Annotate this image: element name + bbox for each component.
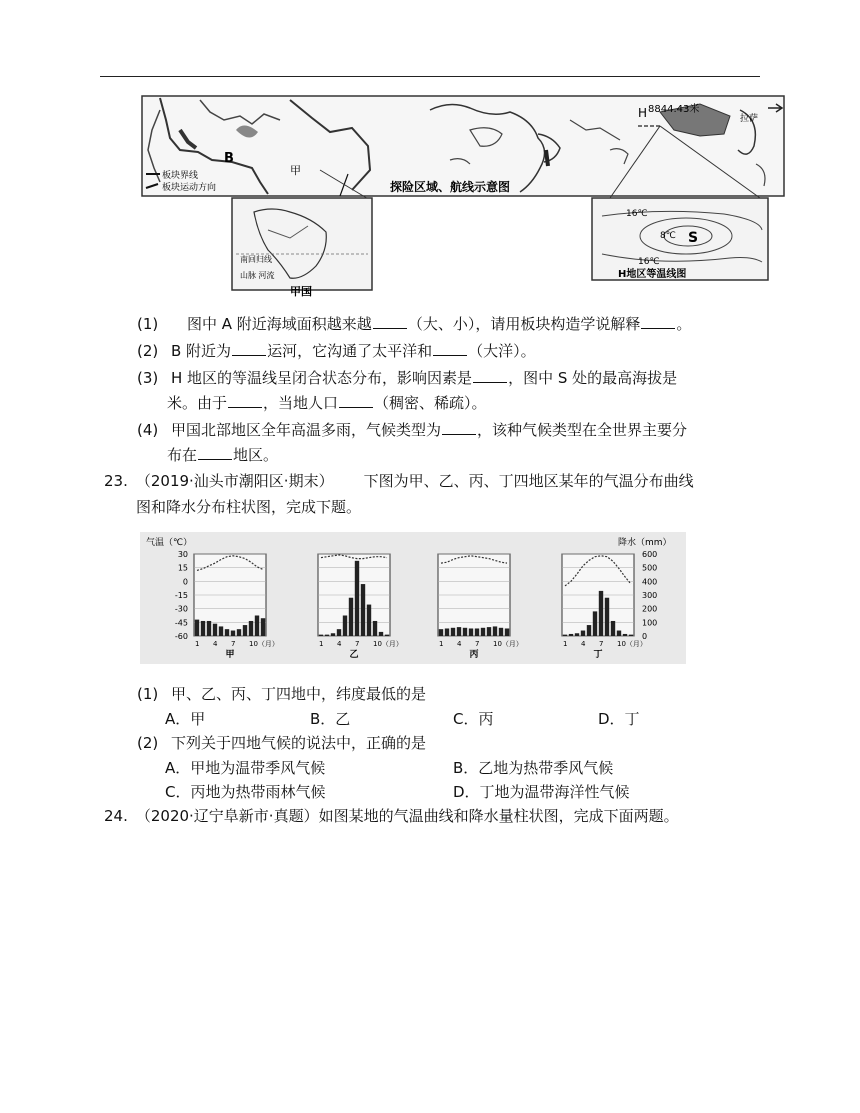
precip-bar [349, 598, 353, 636]
precip-bar [463, 628, 467, 636]
temp-tick-label: 30 [177, 550, 188, 559]
precip-bar [373, 621, 377, 636]
precip-bar [355, 561, 359, 636]
q23-sub1-option-b[interactable]: B．乙 [310, 710, 351, 728]
q23-sub2-option-c[interactable]: C．丙地为热带雨林气候 [165, 783, 326, 801]
iso-16b: 16℃ [638, 257, 660, 267]
temp-tick-label: -45 [174, 618, 188, 628]
q24-number: 24. [104, 807, 128, 825]
q22-item-2: (2) B 附近为 运河，它沟通了太平洋和 （大洋）。 [137, 339, 536, 362]
q23-sub1-option-d[interactable]: D．丁 [598, 710, 640, 728]
precip-bar [219, 626, 223, 636]
precip-bar [261, 618, 265, 636]
month-tick-label: 10（月） [373, 640, 403, 648]
precip-bar [493, 626, 497, 636]
q22-item-3-cont: 米。由于 ，当地人口 （稠密、稀疏）。 [167, 391, 487, 414]
month-tick-label: 10（月） [249, 640, 279, 648]
month-tick-label: 1 [439, 640, 444, 648]
precip-bar [587, 625, 591, 636]
month-tick-label: 7 [475, 640, 480, 648]
precip-bar [629, 635, 633, 636]
precip-bar [469, 628, 473, 636]
precip-bar [325, 635, 329, 636]
right-axis-title: 降水（mm） [618, 538, 672, 548]
precip-bar [487, 627, 491, 636]
top-rule [100, 76, 760, 77]
precip-bar [367, 605, 371, 636]
temp-tick-label: -60 [174, 632, 188, 641]
temp-tick-label: -15 [174, 591, 188, 600]
blank[interactable] [198, 443, 232, 460]
label-elevation: 8844.43米 [648, 104, 700, 115]
month-tick-label: 4 [457, 640, 462, 648]
precip-bar [481, 628, 485, 636]
q23-stem-line2: 图和降水分布柱状图，完成下题。 [136, 498, 362, 516]
q24-stem [104, 805, 679, 827]
month-tick-label: 7 [355, 640, 360, 648]
temp-tick-label: 15 [177, 563, 188, 573]
precip-bar [445, 628, 449, 636]
month-tick-label: 1 [319, 640, 324, 648]
precip-bar [249, 621, 253, 636]
blank[interactable] [433, 339, 467, 356]
q23-number: 23. [104, 472, 128, 490]
precip-bar [201, 621, 205, 636]
label-H: H [638, 106, 648, 120]
precip-bar [213, 624, 217, 636]
precip-tick-label: 300 [642, 591, 658, 600]
blank[interactable] [228, 391, 262, 408]
q23-sub2: (2) 下列关于四地气候的说法中，正确的是 [137, 734, 427, 752]
blank[interactable] [232, 339, 266, 356]
label-city: 拉萨 [740, 114, 759, 124]
q23-stem-line1: 下图为甲、乙、丙、丁四地区某年的气温分布曲线 [363, 472, 694, 490]
temp-tick-label: -30 [174, 604, 188, 614]
precip-bar [457, 627, 461, 636]
precip-bar [623, 634, 627, 636]
q23-stem [104, 470, 694, 492]
inset-jia-title: 甲国 [290, 285, 312, 298]
legend-boundary: 板块界线 [162, 171, 199, 181]
temp-tick-label: 0 [182, 577, 188, 587]
precip-bar [451, 628, 455, 636]
q22-item-3: (3) H 地区的等温线呈闭合状态分布，影响因素是 ，图中 S 处的最高海拔是 [137, 366, 677, 389]
month-tick-label: 4 [213, 640, 218, 648]
precip-tick-label: 0 [642, 632, 648, 641]
blank[interactable] [473, 366, 507, 383]
q23-source: （2019·汕头市潮阳区·期末） [135, 472, 334, 490]
precip-bar [231, 631, 235, 636]
precip-bar [599, 591, 603, 636]
panel-label: 甲 [225, 650, 235, 660]
precip-tick-label: 500 [642, 563, 658, 573]
precip-bar [237, 629, 241, 636]
climate-figure [140, 532, 686, 664]
panel-label: 丁 [593, 650, 603, 660]
precip-bar [361, 584, 365, 636]
month-tick-label: 10（月） [493, 640, 523, 648]
month-tick-label: 4 [337, 640, 342, 648]
precip-tick-label: 100 [642, 618, 658, 628]
panel-label: 丙 [469, 650, 479, 660]
precip-bar [385, 635, 389, 636]
q22-item-4: (4) 甲国北部地区全年高温多雨，气候类型为 ，该种气候类型在全世界主要分 [137, 418, 687, 441]
q23-sub1-option-c[interactable]: C．丙 [453, 710, 494, 728]
precip-bar [207, 621, 211, 636]
q23-sub1-option-a[interactable]: A．甲 [165, 710, 206, 728]
precip-bar [343, 616, 347, 637]
precip-bar [225, 629, 229, 636]
precip-bar [255, 616, 259, 637]
label-jia: 甲 [290, 164, 301, 177]
blank[interactable] [442, 418, 476, 435]
map-figure [140, 90, 790, 300]
map-title: 探险区域、航线示意图 [390, 180, 511, 194]
precip-bar [569, 634, 573, 636]
month-tick-label: 4 [581, 640, 586, 648]
inset-jia-label: 南回归线 [240, 255, 272, 264]
q23-sub2-option-a[interactable]: A．甲地为温带季风气候 [165, 759, 326, 777]
precip-bar [439, 629, 443, 636]
precip-bar [319, 635, 323, 636]
precip-bar [605, 598, 609, 636]
iso-16a: 16℃ [626, 209, 648, 219]
iso-8: 8℃ [660, 231, 676, 241]
precip-tick-label: 400 [642, 577, 658, 587]
precip-bar [475, 628, 479, 636]
precip-bar [593, 611, 597, 636]
precip-bar [581, 631, 585, 636]
left-axis-title: 气温（℃） [146, 538, 193, 548]
panel-label: 乙 [349, 650, 359, 660]
label-B: B [224, 151, 234, 166]
q23-sub2-option-b[interactable]: B．乙地为热带季风气候 [453, 759, 614, 777]
precip-bar [505, 628, 509, 636]
precip-tick-label: 200 [642, 604, 658, 614]
blank[interactable] [373, 312, 407, 329]
precip-bar [499, 628, 503, 636]
precip-bar [563, 635, 567, 636]
legend-motion: 板块运动方向 [162, 183, 217, 193]
q22-item-1: (1) 图中 A 附近海域面积越来越 （大、小），请用板块构造学说解释 。 [137, 312, 691, 335]
month-tick-label: 1 [195, 640, 200, 648]
q24-text: （2020·辽宁阜新市·真题）如图某地的气温曲线和降水量柱状图，完成下面两题。 [135, 807, 679, 825]
q23-sub2-option-d[interactable]: D．丁地为温带海洋性气候 [453, 783, 630, 801]
inset-jia-legend: 山脉 河流 [240, 271, 275, 280]
precip-bar [617, 631, 621, 636]
label-S: S [688, 230, 699, 246]
blank[interactable] [641, 312, 675, 329]
precip-bar [243, 625, 247, 636]
precip-bar [337, 629, 341, 636]
precip-bar [611, 621, 615, 636]
precip-bar [331, 633, 335, 636]
precip-bar [575, 633, 579, 636]
inset-h-title: H地区等温线图 [618, 269, 687, 280]
month-tick-label: 7 [599, 640, 604, 648]
month-tick-label: 1 [563, 640, 568, 648]
month-tick-label: 7 [231, 640, 236, 648]
month-tick-label: 10（月） [617, 640, 647, 648]
blank[interactable] [339, 391, 373, 408]
precip-tick-label: 600 [642, 550, 658, 559]
q22-item-4-cont: 布在 地区。 [167, 443, 278, 466]
precip-bar [195, 620, 199, 636]
q23-sub1: (1) 甲、乙、丙、丁四地中，纬度最低的是 [137, 685, 427, 703]
precip-bar [379, 632, 383, 636]
